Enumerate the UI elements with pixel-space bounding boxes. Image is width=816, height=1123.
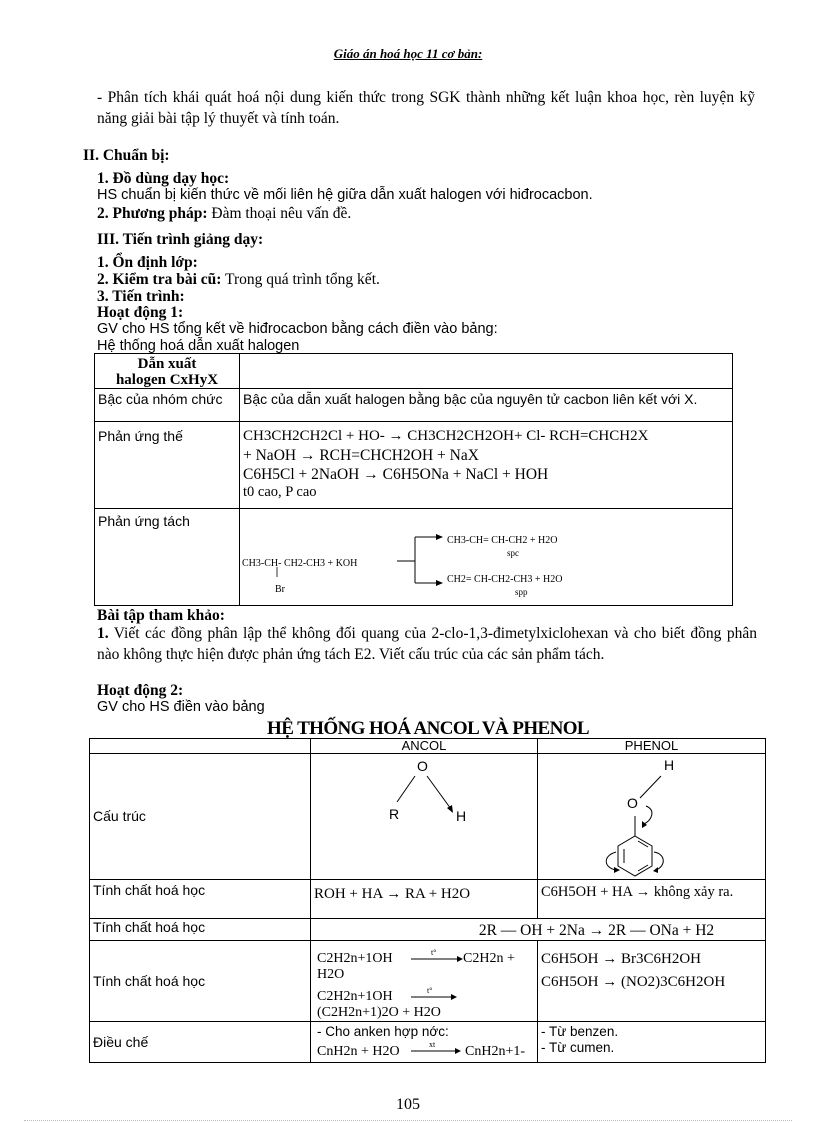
header-line-1: Dẫn xuất <box>137 356 197 372</box>
row-label <box>90 754 311 880</box>
phenol-preparation <box>538 1022 766 1063</box>
substitution-reactions <box>240 422 733 509</box>
sodium-reaction: 2R — OH + 2Na → 2R — ONa + H2 <box>311 919 766 941</box>
alcohol-phenol-table <box>89 738 766 1063</box>
step-2-text: Trong quá trình tổng kết. <box>221 271 380 288</box>
equation: C6H5OH → (NO2)3C6H2OH <box>541 974 726 990</box>
elimination-reaction <box>240 509 733 606</box>
table-1-title: Hệ thống hoá dẫn xuất halogen <box>97 338 300 354</box>
item-method <box>97 205 351 222</box>
ancol-bonds <box>311 754 537 879</box>
reference-exercise-text <box>97 623 757 665</box>
branching-arrows <box>240 509 725 605</box>
ancol-structure <box>311 754 538 880</box>
ancol-dehydration-equations <box>311 941 537 1021</box>
elimination-diagram <box>240 509 725 605</box>
equation-reactant: CnH2n + H2O <box>317 1044 400 1059</box>
atom-o: O <box>417 758 428 774</box>
phenol-reaction-ha: C6H5OH + HA → không xảy ra. <box>538 880 766 919</box>
product-minor: CH2= CH-CH2-CH3 + H2O <box>447 574 563 585</box>
table-2-corner <box>90 739 311 754</box>
equation-product: C2H2n + <box>463 951 515 966</box>
product-major-tag: spc <box>507 548 519 558</box>
column-header-ancol: ANCOL <box>311 739 538 754</box>
halogen-table <box>94 353 733 606</box>
preparation-method: - Cho anken hợp nớc: <box>317 1024 449 1039</box>
item-teaching-aids-text: HS chuẩn bị kiến thức về mối liên hệ giữa dẫn xuất halogen với hiđrocacbon. <box>97 187 593 203</box>
row-value: Bậc của dẫn xuất halogen bằng bậc của nguyên tử cacbon liên kết với X. <box>240 389 733 422</box>
ancol-preparation <box>311 1022 538 1063</box>
atom-o: O <box>627 795 638 811</box>
phenol-substitution <box>538 941 766 1022</box>
item-label: 1. Đồ dùng dạy học: <box>97 170 230 187</box>
row-label <box>90 919 311 941</box>
item-label: 2. Phương pháp: <box>97 205 208 222</box>
page-number: 105 <box>396 1096 420 1113</box>
preparation-method: - Từ cumen. <box>541 1040 615 1055</box>
reaction-arrows <box>311 941 537 1021</box>
row-label <box>90 880 311 919</box>
equation: CH3CH2CH2Cl + HO- → CH3CH2CH2OH+ Cl- RCH=CHCH2X <box>243 428 649 444</box>
product-minor-tag: spp <box>515 587 528 597</box>
product-major: CH3-CH= CH-CH2 + H2O <box>447 535 558 546</box>
preparation-method: - Từ benzen. <box>541 1024 619 1039</box>
step-1-label: 1. Ổn định lớp: <box>97 254 198 271</box>
ancol-preparation-content <box>311 1022 537 1062</box>
equation: C6H5OH → Br3C6H2OH <box>541 951 702 967</box>
intro-paragraph: - Phân tích khái quát hoá nội dung kiến thức trong SGK thành những kết luận khoa học, rèn luyện kỹ năng giải bài tập lý thuyết và tính toán. <box>97 89 755 127</box>
row-label-text: Tính chất hoá học <box>93 919 206 935</box>
reaction-arrow <box>311 1022 537 1062</box>
row-label-text: Tính chất hoá học <box>93 882 206 898</box>
step-3-label: 3. Tiến trình: <box>97 288 185 305</box>
atom-h: H <box>664 757 675 773</box>
activity-2-text: GV cho HS điền vào bảng <box>97 699 265 715</box>
item-teaching-aids <box>97 170 229 187</box>
bromine-substituent: Br <box>275 584 285 595</box>
page-header: Giáo án hoá học 11 cơ bản: <box>333 46 483 61</box>
equation-reactant: C2H2n+1OH <box>317 989 393 1004</box>
row-label: Bậc của nhóm chức <box>95 389 240 422</box>
row-label: Phản ứng thế <box>95 422 240 509</box>
exercise-body: Viết các đồng phân lập thể không đối quang của 2-clo-1,3-đimetylxiclohexan và cho biết đồng phân nào không thực hiện được phản ứng tách E2. Viết cấu trúc của các sản phẩm tách. <box>97 625 757 663</box>
section-3-title: III. Tiến trình giảng dạy: <box>97 231 264 248</box>
atom-r: R <box>389 806 400 822</box>
table-2-title: HỆ THỐNG HOÁ ANCOL VÀ PHENOL <box>267 718 589 739</box>
row-label: Phản ứng tách <box>95 509 240 606</box>
ancol-structure-diagram <box>311 754 537 879</box>
phenol-structure <box>538 754 766 880</box>
svg-text:xt: xt <box>429 1040 436 1049</box>
row-label-text: Cấu trúc <box>93 808 146 824</box>
svg-text:t°: t° <box>427 986 433 995</box>
step-2 <box>97 271 380 288</box>
phenol-structure-diagram <box>538 754 763 879</box>
exercise-number: 1. <box>97 625 109 642</box>
activity-2-label: Hoạt động 2: <box>97 682 184 699</box>
equation-product: CnH2n+1- <box>465 1044 526 1059</box>
equation-reactant: C2H2n+1OH <box>317 951 393 966</box>
table-1-header <box>95 354 240 389</box>
equation-product-water: H2O <box>317 967 345 982</box>
phenol-ring-and-arrows <box>538 754 763 879</box>
atom-h: H <box>456 808 467 824</box>
ancol-dehydration <box>311 941 538 1022</box>
equation: C6H5Cl + 2NaOH → C6H5ONa + NaCl + HOH <box>243 466 549 483</box>
svg-text:t°: t° <box>431 948 437 957</box>
row-label-text: Tính chất hoá học <box>93 972 206 989</box>
table-1-header-empty <box>240 354 733 389</box>
activity-1-text: GV cho HS tổng kết về hiđrocacbon bằng cách điền vào bảng: <box>97 321 498 337</box>
item-text: Đàm thoại nêu vấn đề. <box>207 205 352 222</box>
row-label-text: Điều chế <box>93 1033 149 1050</box>
row-label <box>90 941 311 1022</box>
equation: + NaOH → RCH=CHCH2OH + NaX <box>243 447 479 464</box>
reference-exercise-label: Bài tập tham khảo: <box>97 607 225 624</box>
column-header-phenol: PHENOL <box>538 739 766 754</box>
reaction-condition: t0 cao, P cao <box>243 484 317 500</box>
activity-1-label: Hoạt động 1: <box>97 304 184 321</box>
reactant: CH3-CH- CH2-CH3 + KOH <box>242 558 358 569</box>
section-2-title: II. Chuẩn bị: <box>83 147 170 164</box>
equation-product: (C2H2n+1)2O + H2O <box>317 1005 441 1020</box>
step-2-label: 2. Kiểm tra bài cũ: <box>97 271 222 288</box>
footer-divider <box>24 1120 792 1121</box>
header-line-2: halogen CxHyX <box>115 372 219 388</box>
ancol-reaction-ha: ROH + HA → RA + H2O <box>311 880 538 919</box>
row-label <box>90 1022 311 1063</box>
